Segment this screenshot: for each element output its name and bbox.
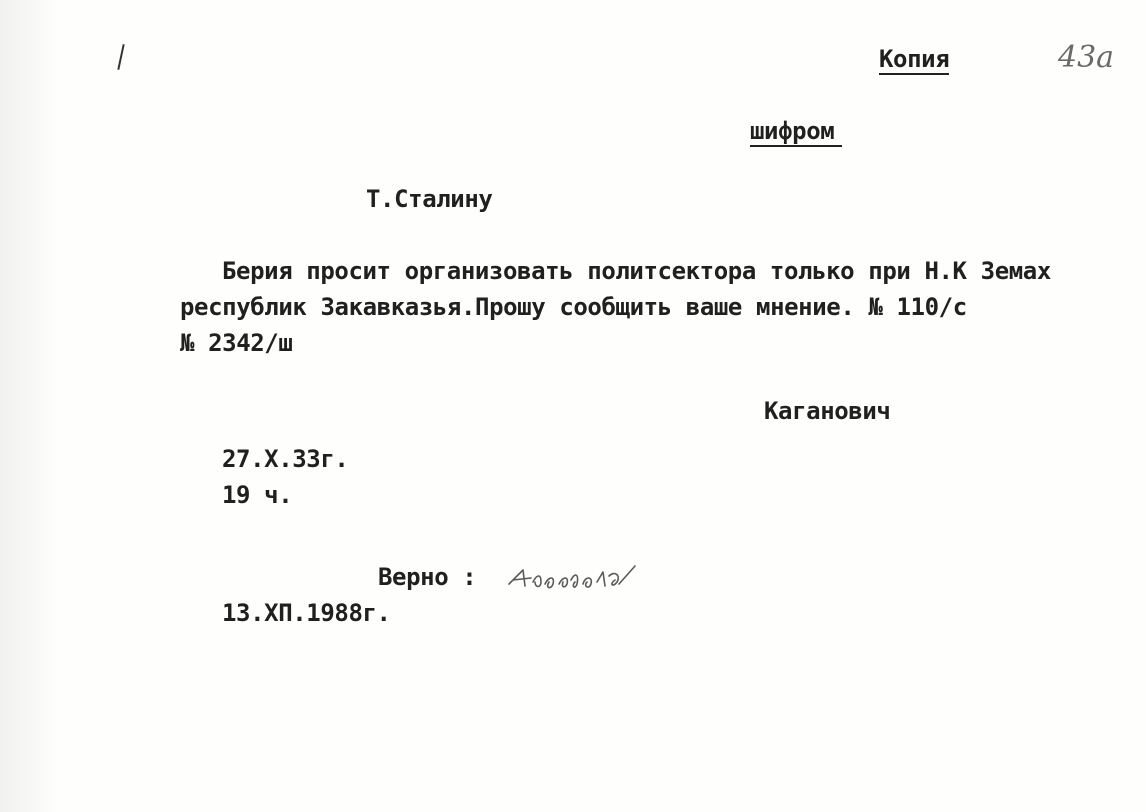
- sender-name: Каганович: [764, 397, 891, 425]
- body-line-1: Берия просит организовать политсектора только при Н.К Земах: [222, 257, 1051, 285]
- body-line-3: № 2342/ш: [180, 329, 293, 357]
- copy-label: Копия: [879, 45, 950, 73]
- body-line-2: республик Закавказья.Прошу сообщить ваше мнение. № 110/с: [180, 293, 967, 321]
- certification-label: Верно :: [378, 563, 477, 591]
- dispatch-time: 19 ч.: [222, 481, 293, 509]
- page-number: 43а: [1058, 40, 1115, 75]
- addressee: Т.Сталину: [366, 185, 493, 213]
- margin-tick-mark: [117, 44, 124, 70]
- certification-date: 13.ХП.1988г.: [222, 599, 391, 627]
- handwritten-signature: [505, 562, 645, 602]
- cipher-label: шифром: [750, 118, 842, 147]
- dispatch-date: 27.Х.33г.: [222, 445, 349, 473]
